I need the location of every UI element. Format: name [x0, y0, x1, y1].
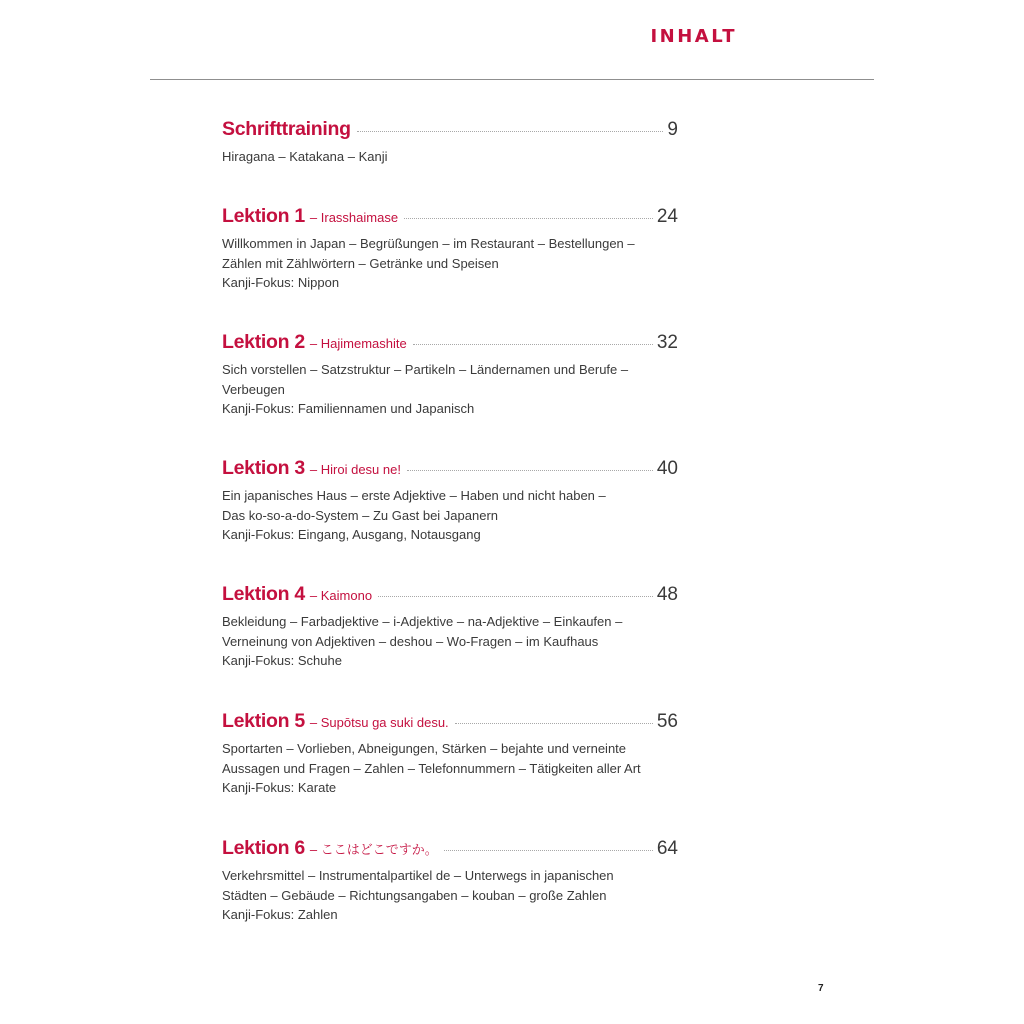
toc-entry-heading[interactable]	[222, 835, 678, 861]
lesson-title: Lektion 5	[222, 710, 305, 732]
dotted-leader	[444, 850, 653, 851]
dotted-leader	[413, 344, 653, 345]
lesson-description	[222, 612, 678, 671]
toc-entry[interactable]	[222, 835, 678, 925]
description-line: Aussagen und Fragen – Zahlen – Telefonnummern – Tätigkeiten aller Art	[222, 760, 641, 776]
header-divider	[150, 79, 874, 80]
toc-entry-heading[interactable]	[222, 329, 678, 355]
dotted-leader	[404, 218, 653, 219]
lesson-description	[222, 147, 678, 167]
toc-entry-heading[interactable]	[222, 203, 678, 229]
toc-page-number: 56	[656, 711, 678, 732]
description-line: Hiragana – Katakana – Kanji	[222, 149, 388, 164]
toc-page-number: 32	[656, 332, 678, 353]
page-number: 7	[818, 983, 824, 994]
dotted-leader	[407, 470, 653, 471]
description-line: Ein japanisches Haus – erste Adjektive – Haben und nicht haben –	[222, 488, 606, 503]
toc-entry[interactable]	[222, 455, 678, 545]
lesson-subtitle: – Kaimono	[309, 588, 373, 603]
description-line: Kanji-Fokus: Nippon	[222, 275, 340, 290]
lesson-title: Lektion 4	[222, 583, 305, 605]
description-line: Bekleidung – Farbadjektive – i-Adjektive – na-Adjektive – Einkaufen –	[222, 614, 623, 629]
toc-page-number: 24	[656, 206, 678, 227]
description-line: Kanji-Fokus: Karate	[222, 780, 337, 795]
toc-entry-heading[interactable]	[222, 581, 678, 607]
lesson-subtitle: – Hiroi desu ne!	[309, 462, 401, 477]
lesson-description	[222, 360, 678, 419]
dotted-leader	[455, 723, 653, 724]
lesson-title: Lektion 6	[222, 837, 305, 859]
description-line: Willkommen in Japan – Begrüßungen – im Restaurant – Bestellungen –	[222, 236, 635, 251]
description-line: Verkehrsmittel – Instrumentalpartikel de – Unterwegs in japanischen	[222, 868, 614, 883]
lesson-title: Lektion 3	[222, 457, 305, 479]
page-title: INHALT	[650, 26, 737, 47]
description-line: Sportarten – Vorlieben, Abneigungen, Stärken – bejahte und verneinte	[222, 741, 627, 756]
lesson-description	[222, 739, 678, 798]
lesson-subtitle: – ここはどこですか。	[309, 842, 438, 857]
dotted-leader	[378, 596, 653, 597]
toc-entry[interactable]	[222, 329, 678, 419]
toc-entry-heading[interactable]	[222, 116, 678, 142]
dotted-leader	[357, 131, 664, 132]
lesson-description	[222, 486, 678, 545]
toc-entry[interactable]	[222, 203, 678, 293]
description-line: Kanji-Fokus: Eingang, Ausgang, Notausgang	[222, 527, 481, 542]
description-line: Kanji-Fokus: Familiennamen und Japanisch	[222, 401, 475, 416]
toc-page-number: 9	[667, 119, 678, 140]
lesson-title: Lektion 2	[222, 331, 305, 353]
lesson-description	[222, 866, 678, 925]
description-line: Verneinung von Adjektiven – deshou – Wo-Fragen – im Kaufhaus	[222, 633, 599, 649]
lesson-title: Schrifttraining	[222, 118, 351, 140]
toc-entry-heading[interactable]	[222, 455, 678, 481]
description-line: Kanji-Fokus: Zahlen	[222, 907, 338, 922]
toc-entry[interactable]	[222, 708, 678, 798]
toc-page-number: 48	[656, 584, 678, 605]
lesson-description	[222, 234, 678, 293]
lesson-subtitle: – Irasshaimase	[309, 210, 399, 225]
description-line: Das ko-so-a-do-System – Zu Gast bei Japanern	[222, 507, 499, 523]
toc-entry-heading[interactable]	[222, 708, 678, 734]
description-line: Kanji-Fokus: Schuhe	[222, 653, 342, 668]
toc-entry[interactable]	[222, 116, 678, 167]
toc-entry[interactable]	[222, 581, 678, 671]
description-line: Verbeugen	[222, 381, 285, 397]
toc-page-number: 40	[656, 458, 678, 479]
description-line: Städten – Gebäude – Richtungsangaben – kouban – große Zahlen	[222, 887, 607, 903]
description-line: Zählen mit Zählwörtern – Getränke und Speisen	[222, 255, 499, 271]
lesson-subtitle: – Hajimemashite	[309, 336, 407, 351]
description-line: Sich vorstellen – Satzstruktur – Partikeln – Ländernamen und Berufe –	[222, 362, 629, 377]
lesson-subtitle: – Supōtsu ga suki desu.	[309, 715, 449, 730]
toc-page-number: 64	[656, 838, 678, 859]
lesson-title: Lektion 1	[222, 205, 305, 227]
